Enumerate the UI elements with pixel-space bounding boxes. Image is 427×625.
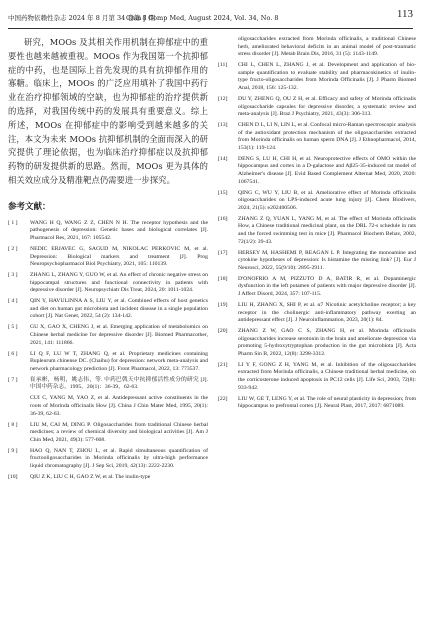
reference-text: DENG S, LU H, CHI H, et al. Neuroprotective effects of OMO within the hippocampus and cortex in a D-galactose and Aβ25-35-induced rat model of Alzheimer's disease [J]. Evid Based Complement Alternat Med, 2020, 2020: 1067541.: [238, 155, 416, 185]
page-number: 113: [396, 8, 413, 20]
reference-number: [18]: [218, 275, 228, 282]
reference-number: [17]: [218, 249, 228, 256]
journal-title-en: Chin J Comp Med, August 2024, Vol. 34, No. 8: [126, 14, 279, 22]
reference-item: [8, 246, 208, 269]
reference-item: [8, 474, 208, 482]
reference-list-right: [218, 36, 416, 411]
reference-number: [ 3 ]: [8, 272, 18, 279]
reference-text: WANG H Q, WANG Z Z, CHEN N H. The receptor hypothesis and the pathogenesis of depression: Genetic bases and biological correlates [J]. Pharmacol Res, 2021, 167: 105542.: [30, 219, 208, 241]
reference-text: GU X, GAO X, CHENG J, et al. Emerging application of metabolomics on Chinese herbal medicine for depressive disorder [J]. Biomed Pharmacother, 2021, 141: 111866.: [30, 324, 208, 346]
reference-item: [8, 377, 208, 392]
reference-item: [218, 122, 416, 152]
reference-number: [21]: [218, 361, 228, 368]
reference-number: [22]: [218, 395, 228, 402]
reference-text: CUI C, YANG M, YAO Z, et al. Antidepressant active constituents in the roots of Morinda officinalis How [J]. China J Chin Mater Med, 1995, 20(1): 36-39, 62-63.: [30, 395, 208, 417]
reference-text: oligosaccharides extracted from Morinda officinalis, a traditional Chinese herb, ameliorated behavioral deficits in an animal model of post-traumatic stress disorder [J]. Metab Brain Dis, 2016, 31 (5): 1143-1149.: [238, 36, 416, 58]
reference-item: [218, 328, 416, 358]
reference-number: [10]: [8, 473, 18, 480]
reference-item: [218, 156, 416, 186]
reference-text: CHI L, CHEN L, ZHANG J, et al. Development and application of bio-sample quantification to evaluate stability and pharmacokinetics of inulin-type fructo-oligosaccharides from Morinda Officinalis [J]. J Pharm Biomed Anal, 2018, 156: 125-132.: [238, 62, 416, 91]
references-heading: 参考文献：: [8, 201, 51, 212]
reference-text: QIU Z K, LIU C H, GAO Z W, et al. The inulin-type: [30, 473, 151, 480]
reference-text: CHEN D L, LI N, LIN L, et al. Confocal micro-Raman spectroscopic analysis of the antioxidant protection mechanism of the oligosaccharides extracted from Morinda officinalis on human sperm DNA [J]. J Ethnopharmacol, 2014, 153(1): 119-124.: [238, 122, 416, 151]
reference-text: LIU M, CAI M, DING P. Oligosaccharides from traditional Chinese herbal medicines; a review of chemical diversity and biological activities [J]. Am J Chin Med, 2021, 49(3): 577-608.: [30, 421, 208, 443]
reference-number: [ 9 ]: [8, 447, 18, 454]
reference-text: D'ONOFRIO A M, PIZZUTO D A, BATIR R, et al. Dopaminergic dysfunction in the left putamen of patients with major depressive disorder [J]. J Affect Disord, 2024, 357: 107-115.: [238, 275, 416, 297]
reference-number: [14]: [218, 155, 228, 162]
reference-item: [8, 448, 208, 471]
reference-text: DU Y, ZHENG Q, OU Z H, et al. Efficacy and safety of Morinda officinalis oligosaccharide capsules for depressive disorder, a systematic review and meta-analysis [J]. Braz J Psychiatry, 2021, 43(3): 306-313.: [238, 95, 416, 118]
reference-text: HERSEY M, HASHEMI P, REAGAN L P. Integrating the monoamine and cytokine hypotheses of depression: Is histamine the missing link? [J]. Eur J Neurosci, 2022, 55(9/10): 2895-2911.: [238, 249, 416, 271]
reference-item: [218, 362, 416, 392]
reference-text: QIN Y, HAVULINNA A S, LIU Y, et al. Combined effects of host genetics and diet on human gut microbiota and incident disease in a single population cohort [J]. Nat Genet, 2022, 54 (2): 134-142.: [30, 298, 208, 320]
reference-text: LI Y F, GONG Z H, YANG M, et al. Inhibition of the oligosaccharides extracted from Morinda officinalis, a Chinese traditional herbal medicine, on the corticosterone induced apoptosis in PC12 cells [J]. Life Sci, 2003, 72(8): 933-942.: [238, 361, 416, 391]
reference-item: [218, 250, 416, 273]
journal-title-cn: 中国药物依赖性杂志 2024 年 8 月第 34 卷第 8 期: [8, 14, 156, 22]
reference-number: [13]: [218, 122, 228, 129]
reference-item: [8, 324, 208, 347]
reference-item: [218, 276, 416, 299]
reference-number: [ 7 ]: [8, 376, 18, 383]
reference-item: [218, 36, 416, 59]
reference-text: HAO Q, NAN T, ZHOU L, et al. Rapid simultaneous quantification of fructooligosaccharides in Morinda officinalis by ultra-high performance liquid chromatography [J]. J Sep Sci, 2019, 42(13): 2222-2230.: [30, 447, 208, 469]
reference-text: LI Q F, LU W T, ZHANG Q, et al. Proprietary medicines containing Bupleurum chinense DC. (Chaihu) for depression: network meta-analysis and network pharmacology prediction [J]. Front Pharmacol, 2022, 13: 773537.: [30, 350, 208, 372]
reference-number: [20]: [218, 328, 228, 335]
reference-text: ZHANG L, ZHANG Y, GUO W, et al. An effect of chronic negative stress on hippocampal structures and functional connectivity in patients with depressive disorder [J]. Neuropsychiatr Dis Treat, 2024, 20: 1011-1024.: [30, 272, 208, 294]
reference-item: [8, 298, 208, 321]
reference-item: [218, 216, 416, 246]
reference-item: [218, 302, 416, 325]
reference-number: [ 6 ]: [8, 350, 18, 357]
running-header: [8, 8, 413, 29]
reference-number: [ 4 ]: [8, 298, 18, 305]
reference-text: ZHANG Z W, GAO C S, ZHANG H, et al. Morinda officinalis oligosaccharides increase serotonin in the brain and ameliorate depression via promoting 5-hydroxytryptophan production in the gut microbiota [J]. Acta Pharm Sin B, 2022, 12(8): 3298-3312.: [238, 328, 416, 357]
reference-item: [218, 96, 416, 119]
reference-number: [15]: [218, 189, 228, 196]
reference-item: [218, 396, 416, 411]
reference-number: [11]: [218, 62, 228, 69]
reference-number: [ 8 ]: [8, 421, 18, 428]
reference-number: [16]: [218, 215, 228, 222]
reference-item: [8, 422, 208, 445]
body-paragraph: 研究，MOOs 及其相关作用机制在抑郁症中的重要性也越来越被重视。MOOs 作为我国第一个抗抑郁症的中药，也是国际上首先发现的具有抗抑郁作用的寡糖。临床上，MOOs 的广泛应用填补了我国中药行业在治疗抑郁领域的空缺，也为抑郁症的治疗提供新的选择，对我国传统中药的发展具有重要意义。综上所述，MOOs 在抑郁症中的影响受到越来越多的关注，本文为未来 MOOs 抗抑郁机制的全面而深入的研究提供了理论依据，也为临床治疗抑郁症以及抗抑郁药物的研发提供新的思路。然而，MOOs 更为具体的相关效应成分及精准靶点仍需要进一步探究。: [8, 37, 208, 185]
reference-text: NEDIC ERJAVEC G, SAGUD M, NIKOLAC PERKOVIC M, et al. Depression: Biological markers and treatment [J]. Prog Neuropsychopharmacol Biol Psychiatry, 2021, 105: 110139.: [30, 245, 208, 268]
right-column: [218, 36, 416, 414]
reference-text: LIU W, GE T, LENG Y, et al. The role of neural plasticity in depression; from hippocampus to prefrontal cortex [J]. Neural Plast, 2017, 2017: 6871089.: [238, 395, 416, 410]
reference-item: [8, 272, 208, 295]
reference-text: LIU H, ZHANG X, SHI P, et al. α7 Nicotinic acetylcholine receptor; a key receptor in the cholinergic anti-inflammatory pathway exerting an antidepressant effect [J]. J Neuroinflammation, 2023, 20(1): 84.: [238, 301, 416, 324]
reference-item: [218, 62, 416, 92]
reference-item: [8, 220, 208, 243]
reference-item: [218, 190, 416, 213]
reference-text: 崔承彬，杨明，姚志伟，等. 中药巴戟天中抗抑郁活性成分的研究 [J]. 中国中药杂志，1995，20(1)：36-39，62-63.: [30, 376, 208, 391]
left-column: [8, 36, 208, 485]
reference-item: [8, 395, 208, 418]
reference-text: QING C, WU Y, LIU B, et al. Ameliorative effect of Morinda officinalis oligosaccharides on LPS-induced acute lung injury [J]. Chem Biodivers, 2024, 21(5): e202400506.: [238, 189, 416, 211]
reference-number: [12]: [218, 95, 228, 102]
reference-text: ZHANG Z Q, YUAN L, YANG M, et al. The effect of Morinda officinalis How, a Chinese traditional medicinal plant, on the DRL 72-s schedule in rats and the forced swimming test in mice [J]. Pharmacol Biochem Behav, 2002, 72(1/2): 39-43.: [238, 215, 416, 245]
reference-number: [ 2 ]: [8, 245, 18, 252]
reference-number: [19]: [218, 301, 228, 308]
reference-number: [ 5 ]: [8, 324, 18, 331]
reference-item: [8, 351, 208, 374]
reference-number: [ 1 ]: [8, 219, 18, 226]
reference-list-left: [8, 220, 208, 482]
